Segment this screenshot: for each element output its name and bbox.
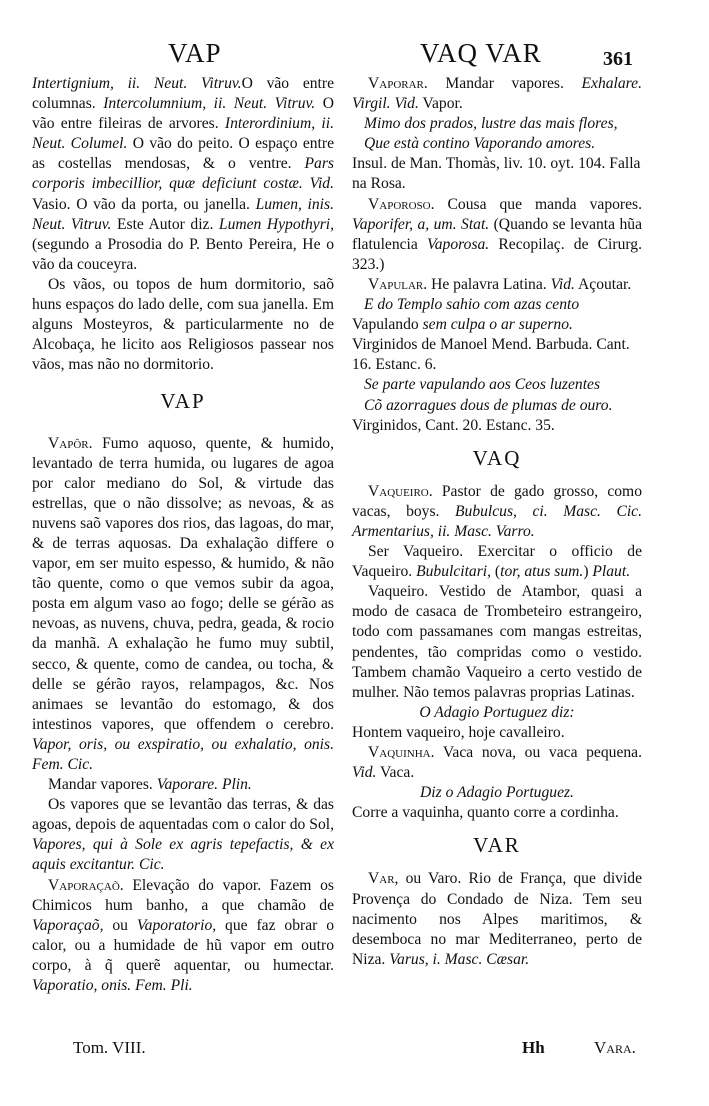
- latin-text: Bubulcitari,: [416, 563, 492, 581]
- latin-text: Intertignium, ii. Neut. Vitruv.: [32, 75, 242, 92]
- headword: Vaquinha.: [368, 744, 435, 761]
- body-text: Mandar vapores.: [48, 776, 157, 794]
- entry-vaporar: [352, 74, 642, 114]
- body-text: O vão entre fileiras de arvores.: [32, 95, 334, 133]
- latin-text: Vaporosa.: [426, 235, 490, 253]
- page-number: 361: [603, 48, 633, 70]
- adagio-heading: O Adagio Portuguez diz:: [419, 703, 575, 721]
- verse-quote: E do Templo sahio com azas cento: [364, 296, 580, 314]
- latin-text: Varus, i. Masc. Cæsar.: [389, 950, 530, 968]
- gathering-mark: Hh: [522, 1038, 545, 1057]
- body-text: He palavra Latina.: [427, 275, 551, 293]
- body-text: ): [583, 563, 593, 581]
- body-text: O vão do peito. O espaço entre as costellas mendosas, & o ventre.: [32, 135, 334, 173]
- latin-text: Vaporaçaõ,: [32, 916, 104, 934]
- body-text: , ou Varo. Rio de França, que divide Provença do Condado de Niza. Tem seu nacimento nos Alpes maritimos, & desemboca no mar Mediterraneo, perto de Niza.: [352, 870, 642, 968]
- entry-var: [352, 869, 642, 969]
- body-text: Elevação do vapor. Fazem os Chimicos hum banho, a que chamão de: [32, 876, 334, 914]
- headword: Vaporoso.: [368, 195, 435, 213]
- entry-ser-vaqueiro: [352, 542, 642, 582]
- latin-text: Lumen Hypothyri,: [218, 215, 334, 233]
- entry-vaqueiro: [352, 482, 642, 542]
- latin-text: Vaporare. Plin.: [156, 776, 252, 794]
- left-running-head: VAP: [168, 38, 222, 68]
- body-text: Este Autor diz.: [111, 215, 219, 233]
- body-text: Açoutar.: [574, 275, 632, 293]
- verse-quote: Que està contino Vaporando amores.: [364, 135, 596, 153]
- body-text: Vaca.: [376, 764, 415, 782]
- entry-vaqueiro-vestido: Vaqueiro. Vestido de Atambor, quasi a modo de casaca de Trombeteiro estrangeiro, todo com passamanes com mangas estreitas, pendentes, tão compridas como o vestido. Tambem chamão Vaqueiro a certo vestido de mulher. Não temos palavras proprias Latinas.: [352, 583, 642, 701]
- latin-text: Vaporatio, onis. Fem. Pli.: [32, 977, 193, 995]
- verse-quote: Se parte vapulando aos Ceos luzentes: [364, 376, 601, 394]
- headword: Vapular.: [368, 275, 428, 293]
- body-text: que faz obrar o calor, ou a humidade de hũ vapor em outro corpo, à q̃ querẽ aquentar, ou humectar.: [32, 916, 335, 974]
- catchword: Vara.: [594, 1038, 636, 1057]
- latin-text: Plaut.: [592, 563, 631, 581]
- headword: Vapôr.: [48, 434, 93, 452]
- latin-text: Lumen, inis. Neut. Vitruv.: [32, 195, 334, 233]
- volume-signature: Tom. VIII.: [73, 1038, 146, 1057]
- headword: Vaporar.: [368, 75, 428, 92]
- latin-text: Exhalare. Virgil. Vid.: [352, 75, 642, 113]
- latin-text: Vapor, oris, ou exspiratio, ou exhalatio, onis. Fem. Cic.: [32, 735, 334, 773]
- body-text: Fumo aquoso, quente, & humido, levantado de terra humida, ou lugares de agoa por calor mediano do Sol, & virtude das estrellas, que o não dissolve; as nevoas, & as nuvens saõ vapores dos rios, das lagoas, do mar, & de terras aquosas. Da exhalação differe o vapor, em ser muito espesso, & humido, & não tão quente, como o que vemos subir da agoa, posta em algum vaso ao fogo; delle se gérão as nevoas, as nuvens, chuva, pedra, geada, & rocio da manhã. A exhalação he fumo muy subtil, secco, & quente, como de candea, ou tocha, & delle se gérão rayos, relampagos, &c. Nos animaes se levantão do estomago, & dos intestinos vapores, que offendem o cerebro.: [32, 434, 334, 733]
- proverb: Corre a vaquinha, quanto corre a cordinha.: [352, 804, 619, 822]
- entry-vapor: [32, 434, 334, 776]
- section-heading-vap: VAP: [160, 389, 206, 414]
- entry-vaporacao: [32, 876, 334, 997]
- citation: Insul. de Man. Thomàs, liv. 10. oyt. 104. Falla na Rosa.: [352, 155, 641, 193]
- body-text: Mandar vapores.: [427, 75, 582, 92]
- body-text: Vapor.: [418, 95, 463, 113]
- headword: Var: [368, 870, 395, 888]
- right-column: [352, 74, 642, 970]
- body-text: Vaca nova, ou vaca pequena.: [434, 744, 642, 761]
- latin-text: Bubulcus, ci. Masc. Cic. Armentarius, ii. Masc. Varro.: [352, 502, 643, 540]
- entry-vaquinha: [352, 743, 642, 783]
- body-text: Ser Vaqueiro. Exercitar o officio de Vaqueiro.: [352, 543, 642, 581]
- headword: Vaqueiro.: [368, 482, 433, 500]
- body-text: O vão entre columnas.: [32, 75, 334, 113]
- verse-quote: Mimo dos prados, lustre das mais flores,: [364, 115, 618, 133]
- citation: Virginidos, Cant. 20. Estanc. 35.: [352, 416, 555, 434]
- body-text: (Quando se levanta hũa flatulencia: [352, 215, 642, 253]
- latin-text: Vaporifer, a, um. Stat.: [352, 215, 490, 233]
- section-heading-var: VAR: [473, 833, 521, 858]
- right-running-head: VAQ VAR: [420, 38, 542, 68]
- body-text: Recopilaç. de Cirurg. 323.): [352, 235, 642, 273]
- body-text: Vapulando: [352, 316, 423, 334]
- latin-text: sem culpa o ar superno.: [422, 316, 573, 334]
- entry-vapores-terras: [32, 795, 334, 875]
- latin-text: tor, atus sum.: [500, 563, 584, 581]
- body-text: ou: [103, 916, 137, 934]
- entry-mandar-vapores: [32, 775, 334, 795]
- latin-text: Interordinium, ii. Neut. Columel.: [32, 115, 334, 153]
- latin-text: Pars corporis imbecillior, quæ deficiunt costæ. Vid.: [32, 155, 334, 193]
- body-text: Pastor de gado grosso, como vacas, boys.: [352, 482, 642, 520]
- body-text: Os vapores que se levantão das terras, & das agoas, depois de aquentadas com o calor do Sol,: [32, 796, 334, 834]
- latin-text: Vaporatorio,: [136, 916, 217, 934]
- body-text: (segundo a Prosodia do P. Bento Pereira, He o vão da couceyra.: [32, 235, 334, 273]
- body-text: (: [491, 563, 501, 581]
- adagio-heading: Diz o Adagio Portuguez.: [420, 784, 574, 802]
- entry-vao-continued: [32, 74, 334, 275]
- entry-vapular: [352, 275, 642, 295]
- latin-text: Vapores, qui à Sole ex agris tepefactis, & ex aquis excitantur. Cic.: [32, 836, 334, 874]
- entry-vaporoso: [352, 195, 642, 275]
- latin-text: Vid.: [352, 764, 377, 782]
- verse-quote: [352, 315, 642, 335]
- headword: Vaporaçaõ.: [48, 876, 124, 894]
- latin-text: Vid.: [550, 275, 575, 293]
- body-text: Cousa que manda vapores.: [434, 195, 642, 213]
- section-heading-vaq: VAQ: [472, 445, 522, 470]
- proverb: Hontem vaqueiro, hoje cavalleiro.: [352, 723, 565, 741]
- verse-quote: Cõ azorragues dous de plumas de ouro.: [364, 396, 613, 414]
- left-column: [32, 74, 334, 996]
- citation: Virginidos de Manoel Mend. Barbuda. Cant. 16. Estanc. 6.: [352, 336, 630, 374]
- body-text: Vasio. O vão da porta, ou janella.: [32, 195, 256, 213]
- entry-vaos-dormitorio: Os vãos, ou topos de hum dormitorio, saõ huns espaços do lado delle, com sua janella. Em alguns Mosteyros, & particularmente no de Alcobaça, he licito aos Religiosos passear nos vãos, mas não no dormitorio.: [32, 275, 334, 374]
- latin-text: Intercolumnium, ii. Neut. Vitruv.: [103, 95, 316, 113]
